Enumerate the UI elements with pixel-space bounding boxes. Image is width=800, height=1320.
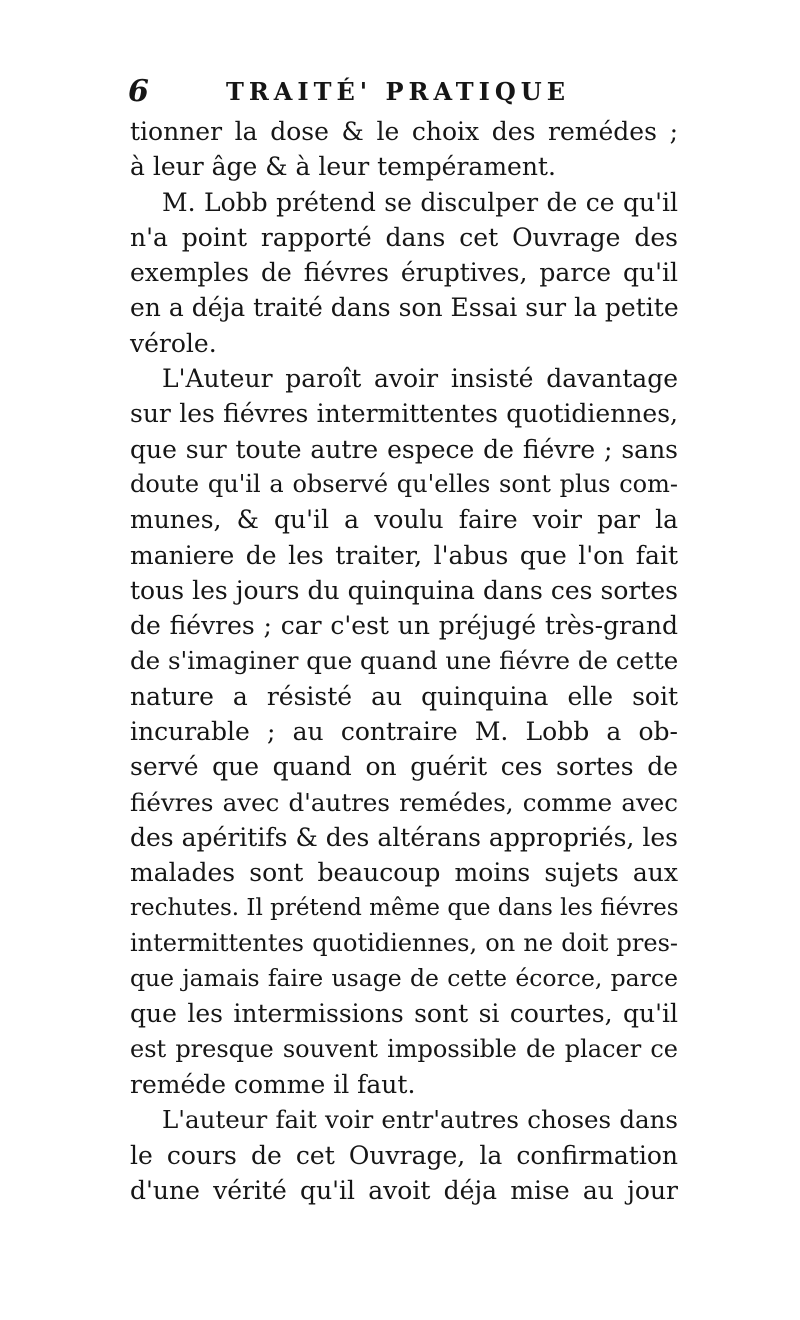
- text-line: intermittentes quotidiennes, on ne doit pres-: [130, 928, 678, 957]
- text-line: que sur toute autre espece de fiévre ; sans: [130, 434, 678, 464]
- text-line: nature a résisté au quinquina elle soit: [130, 681, 678, 711]
- text-line: à leur âge & à leur tempérament.: [130, 152, 556, 182]
- text-line: de fiévres ; car c'est un préjugé très-grand: [130, 611, 678, 641]
- running-head: TRAITÉ' PRATIQUE: [226, 77, 571, 106]
- body-text: [130, 114, 678, 1208]
- page-number: 6: [128, 74, 149, 109]
- text-line: munes, & qu'il a voulu faire voir par la: [130, 505, 678, 535]
- text-line: tionner la dose & le choix des remédes ;: [130, 117, 678, 146]
- page-header: [128, 72, 688, 112]
- text-line: que les intermissions sont si courtes, qu'il: [130, 999, 678, 1029]
- text-line: est presque souvent impossible de placer ce: [130, 1034, 678, 1063]
- text-line: d'une vérité qu'il avoit déja mise au jour: [130, 1175, 678, 1205]
- text-line: en a déja traité dans son Essai sur la petite: [130, 293, 679, 323]
- text-line: reméde comme il faut.: [130, 1070, 416, 1100]
- text-line: de s'imaginer que quand une fiévre de cette: [130, 646, 679, 676]
- text-line: L'Auteur paroît avoir insisté davantage: [162, 364, 678, 394]
- text-line: fiévres avec d'autres remédes, comme avec: [130, 787, 678, 817]
- text-line: exemples de fiévres éruptives, parce qu'il: [130, 258, 678, 288]
- text-line: doute qu'il a observé qu'elles sont plus com-: [130, 469, 678, 498]
- text-line: le cours de cet Ouvrage, la confirmation: [130, 1140, 678, 1170]
- text-line: malades sont beaucoup moins sujets aux: [130, 858, 678, 888]
- text-line: n'a point rapporté dans cet Ouvrage des: [130, 222, 678, 252]
- text-line: tous les jours du quinquina dans ces sortes: [130, 575, 678, 605]
- text-line: que jamais faire usage de cette écorce, parce: [130, 964, 678, 993]
- text-line: maniere de les traiter, l'abus que l'on fait: [130, 540, 678, 570]
- text-line: rechutes. Il prétend même que dans les fiévres: [130, 894, 679, 921]
- text-line: M. Lobb prétend se disculper de ce qu'il: [162, 187, 678, 217]
- text-line: sur les fiévres intermittentes quotidiennes,: [130, 399, 678, 429]
- text-line: vérole.: [130, 328, 217, 358]
- text-line: des apéritifs & des altérans appropriés, les: [130, 822, 678, 852]
- text-line: servé que quand on guérit ces sortes de: [130, 752, 678, 782]
- text-line: L'auteur fait voir entr'autres choses dans: [162, 1105, 678, 1135]
- text-line: incurable ; au contraire M. Lobb a ob-: [130, 717, 678, 747]
